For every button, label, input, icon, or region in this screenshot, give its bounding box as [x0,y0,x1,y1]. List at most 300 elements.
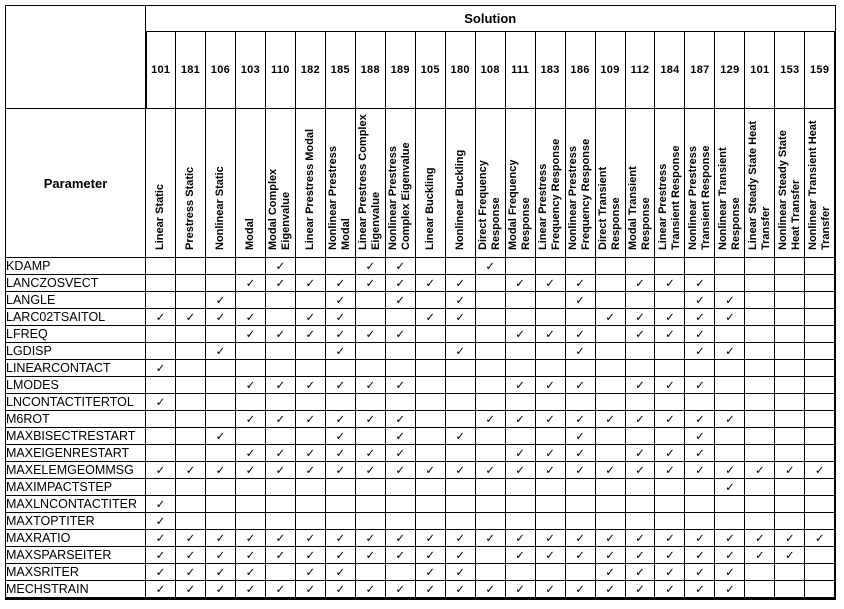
empty-cell [415,513,445,530]
check-icon: ✓ [575,548,585,562]
empty-cell [505,343,535,360]
check-icon: ✓ [665,463,675,477]
check-cell [295,309,325,326]
empty-cell [235,292,265,309]
empty-cell [565,496,595,513]
check-icon: ✓ [335,276,346,290]
empty-cell [805,581,835,599]
check-cell [445,275,475,292]
empty-cell [475,275,505,292]
check-cell [265,462,295,479]
empty-cell [265,564,295,581]
check-icon: ✓ [155,565,166,579]
empty-cell [415,394,445,411]
empty-cell [625,360,655,377]
check-cell [175,462,205,479]
check-cell [295,530,325,547]
empty-cell [205,411,235,428]
empty-cell [775,564,805,581]
check-cell [655,445,685,462]
check-icon: ✓ [545,327,555,341]
check-cell [295,377,325,394]
check-icon: ✓ [545,412,555,426]
solution-number: 181 [175,32,205,109]
empty-cell [355,564,385,581]
empty-cell [805,377,835,394]
check-cell [385,292,415,309]
check-cell [325,326,355,343]
empty-cell [475,428,505,445]
check-cell [535,275,565,292]
check-cell [595,564,625,581]
check-cell [295,275,325,292]
solution-label-text: Nonlinear Steady State Heat Transfer [776,130,802,250]
empty-cell [505,513,535,530]
check-cell [265,326,295,343]
check-icon: ✓ [185,582,196,596]
empty-cell [805,428,835,445]
check-cell [325,445,355,462]
empty-cell [445,326,475,343]
check-icon: ✓ [545,582,555,596]
check-cell [475,462,505,479]
empty-cell [595,394,625,411]
check-cell [475,258,505,275]
table-row [6,496,836,513]
solution-number: 187 [685,32,715,109]
check-cell [685,530,715,547]
check-icon: ✓ [185,531,196,545]
check-icon: ✓ [725,310,735,324]
check-icon: ✓ [365,327,376,341]
empty-cell [235,479,265,496]
parameter-solution-table [5,5,836,600]
empty-cell [715,258,745,275]
empty-cell [505,394,535,411]
empty-cell [415,258,445,275]
parameter-name: LFREQ [6,326,146,343]
solution-label [595,109,625,258]
check-cell [385,258,415,275]
check-icon: ✓ [425,463,436,477]
check-cell [205,530,235,547]
empty-cell [445,479,475,496]
check-icon: ✓ [305,446,316,460]
check-icon: ✓ [185,463,196,477]
corner-cell [6,6,146,109]
check-icon: ✓ [185,565,196,579]
check-cell [445,581,475,599]
empty-cell [745,309,775,326]
check-cell [325,462,355,479]
check-icon: ✓ [395,429,406,443]
check-icon: ✓ [455,463,465,477]
check-cell [205,292,235,309]
empty-cell [745,343,775,360]
solution-number: 106 [205,32,235,109]
empty-cell [445,445,475,462]
empty-cell [146,445,176,462]
empty-cell [175,513,205,530]
empty-cell [595,445,625,462]
check-icon: ✓ [515,276,525,290]
solution-label [295,109,325,258]
check-icon: ✓ [215,293,226,307]
check-icon: ✓ [785,531,795,545]
empty-cell [565,394,595,411]
check-cell [235,462,265,479]
empty-cell [385,309,415,326]
empty-cell [385,564,415,581]
empty-cell [655,513,685,530]
solution-number: 110 [265,32,295,109]
check-icon: ✓ [395,412,406,426]
check-cell [265,530,295,547]
parameter-name: MAXSRITER [6,564,146,581]
empty-cell [775,326,805,343]
empty-cell [805,360,835,377]
empty-cell [655,343,685,360]
empty-cell [535,292,565,309]
check-icon: ✓ [515,446,525,460]
check-icon: ✓ [455,429,465,443]
empty-cell [146,326,176,343]
parameter-name: MAXELEMGEOMMSG [6,462,146,479]
check-icon: ✓ [245,276,256,290]
empty-cell [175,445,205,462]
solution-label [355,109,385,258]
empty-cell [205,445,235,462]
check-cell [445,428,475,445]
solution-number: 185 [325,32,355,109]
check-icon: ✓ [665,531,675,545]
check-cell [625,326,655,343]
parameter-name: MAXRATIO [6,530,146,547]
check-icon: ✓ [814,531,825,545]
empty-cell [475,479,505,496]
empty-cell [175,394,205,411]
check-cell [205,547,235,564]
check-cell [265,445,295,462]
empty-cell [625,496,655,513]
solution-number: 180 [445,32,475,109]
check-icon: ✓ [455,565,465,579]
table-row [6,309,836,326]
empty-cell [715,360,745,377]
check-cell [415,275,445,292]
check-icon: ✓ [605,565,615,579]
empty-cell [775,428,805,445]
empty-cell [175,343,205,360]
empty-cell [535,479,565,496]
solution-label-text: Direct Frequency Response [477,160,503,250]
check-icon: ✓ [275,327,286,341]
check-icon: ✓ [365,531,376,545]
solution-label [475,109,505,258]
check-cell [655,326,685,343]
check-cell [655,547,685,564]
check-icon: ✓ [335,412,346,426]
check-icon: ✓ [215,310,226,324]
check-icon: ✓ [605,412,615,426]
check-icon: ✓ [635,276,645,290]
check-icon: ✓ [545,446,555,460]
check-icon: ✓ [155,582,166,596]
empty-cell [295,360,325,377]
check-cell [625,547,655,564]
empty-cell [775,258,805,275]
solution-label [175,109,205,258]
check-cell [355,258,385,275]
check-cell [715,479,745,496]
check-cell [146,581,176,599]
check-cell [295,326,325,343]
check-cell [415,462,445,479]
empty-cell [685,513,715,530]
empty-cell [475,377,505,394]
empty-cell [595,496,625,513]
solution-label [715,109,745,258]
solution-number: 189 [385,32,415,109]
check-cell [445,309,475,326]
solution-label-text: Linear Prestress Frequency Response [537,138,563,250]
parameter-name: M6ROT [6,411,146,428]
empty-cell [655,394,685,411]
check-icon: ✓ [755,463,765,477]
parameter-name: LMODES [6,377,146,394]
table-row [6,479,836,496]
check-cell [295,564,325,581]
empty-cell [715,326,745,343]
check-icon: ✓ [515,531,525,545]
check-cell [565,445,595,462]
solution-label [805,109,835,258]
check-cell [445,530,475,547]
solution-label-text: Direct Transient Response [597,166,623,250]
check-icon: ✓ [335,463,346,477]
empty-cell [745,581,775,599]
check-cell [535,377,565,394]
empty-cell [745,428,775,445]
check-cell [325,343,355,360]
solution-label [146,109,176,258]
empty-cell [655,479,685,496]
check-icon: ✓ [695,412,705,426]
check-icon: ✓ [455,276,465,290]
check-cell [325,428,355,445]
check-cell [745,547,775,564]
check-icon: ✓ [275,463,286,477]
check-cell [205,462,235,479]
check-cell [535,530,565,547]
check-icon: ✓ [635,412,645,426]
check-cell [415,309,445,326]
check-cell [595,462,625,479]
check-icon: ✓ [695,429,705,443]
empty-cell [325,513,355,530]
empty-cell [685,394,715,411]
empty-cell [475,394,505,411]
check-cell [505,326,535,343]
solution-number: 184 [655,32,685,109]
parameter-name: MAXBISECTRESTART [6,428,146,445]
check-icon: ✓ [575,344,585,358]
check-icon: ✓ [155,361,166,375]
check-icon: ✓ [665,565,675,579]
check-cell [655,377,685,394]
check-cell [355,377,385,394]
empty-cell [265,394,295,411]
solution-label-text: Nonlinear Prestress Modal [327,146,353,250]
check-icon: ✓ [545,276,555,290]
check-icon: ✓ [155,395,166,409]
check-icon: ✓ [365,463,376,477]
check-cell [265,258,295,275]
check-cell [625,564,655,581]
solution-label [745,109,775,258]
empty-cell [805,394,835,411]
check-cell [775,547,805,564]
check-cell [355,581,385,599]
check-icon: ✓ [725,293,735,307]
check-cell [565,547,595,564]
check-cell [505,462,535,479]
empty-cell [355,360,385,377]
empty-cell [355,513,385,530]
check-cell [355,411,385,428]
check-cell [685,462,715,479]
empty-cell [805,411,835,428]
empty-cell [535,513,565,530]
check-cell [565,428,595,445]
empty-cell [685,360,715,377]
empty-cell [325,394,355,411]
empty-cell [655,292,685,309]
empty-cell [655,428,685,445]
empty-cell [175,428,205,445]
check-cell [625,462,655,479]
check-icon: ✓ [725,548,735,562]
check-cell [235,564,265,581]
check-icon: ✓ [275,412,286,426]
solution-label [445,109,475,258]
check-icon: ✓ [425,565,436,579]
parameter-header: Parameter [6,109,146,258]
check-icon: ✓ [695,327,705,341]
check-cell [475,411,505,428]
check-icon: ✓ [455,293,465,307]
check-cell [146,530,176,547]
check-icon: ✓ [245,463,256,477]
check-icon: ✓ [305,276,316,290]
check-cell [685,445,715,462]
empty-cell [175,377,205,394]
empty-cell [775,360,805,377]
empty-cell [295,258,325,275]
check-icon: ✓ [395,582,406,596]
empty-cell [805,258,835,275]
check-icon: ✓ [695,531,705,545]
empty-cell [715,496,745,513]
check-icon: ✓ [215,565,226,579]
solution-label [655,109,685,258]
check-cell [565,292,595,309]
empty-cell [805,564,835,581]
empty-cell [355,309,385,326]
check-icon: ✓ [335,344,346,358]
table-row [6,445,836,462]
empty-cell [355,292,385,309]
check-icon: ✓ [335,310,346,324]
check-icon: ✓ [665,412,675,426]
check-icon: ✓ [275,531,286,545]
check-icon: ✓ [635,310,645,324]
check-icon: ✓ [335,565,346,579]
check-icon: ✓ [305,531,316,545]
check-icon: ✓ [215,463,226,477]
check-icon: ✓ [785,548,795,562]
solution-number: 101 [146,32,176,109]
check-icon: ✓ [635,378,645,392]
check-cell [715,530,745,547]
check-cell [295,547,325,564]
solution-number: 111 [505,32,535,109]
check-icon: ✓ [515,463,525,477]
parameter-name: MECHSTRAIN [6,581,146,599]
empty-cell [625,479,655,496]
empty-cell [445,496,475,513]
table-row [6,275,836,292]
check-icon: ✓ [605,582,615,596]
solution-label [385,109,415,258]
check-cell [146,309,176,326]
check-icon: ✓ [575,378,585,392]
check-cell [385,581,415,599]
check-cell [655,411,685,428]
empty-cell [745,479,775,496]
check-icon: ✓ [725,565,735,579]
check-cell [565,530,595,547]
check-icon: ✓ [814,463,825,477]
check-icon: ✓ [695,276,705,290]
empty-cell [625,513,655,530]
empty-cell [445,360,475,377]
table-row [6,581,836,599]
solution-label-text: Prestress Static [183,166,196,250]
check-cell [595,581,625,599]
empty-cell [475,292,505,309]
empty-cell [265,496,295,513]
table-row [6,343,836,360]
check-cell [685,428,715,445]
table-row [6,428,836,445]
empty-cell [205,394,235,411]
table-row [6,360,836,377]
check-cell [535,547,565,564]
check-icon: ✓ [485,259,495,273]
check-cell [146,547,176,564]
empty-cell [415,360,445,377]
empty-cell [505,428,535,445]
solution-label [505,109,535,258]
check-cell [505,445,535,462]
empty-cell [715,513,745,530]
check-cell [146,462,176,479]
empty-cell [265,428,295,445]
table-row [6,411,836,428]
parameter-name: MAXLNCONTACTITER [6,496,146,513]
empty-cell [505,360,535,377]
